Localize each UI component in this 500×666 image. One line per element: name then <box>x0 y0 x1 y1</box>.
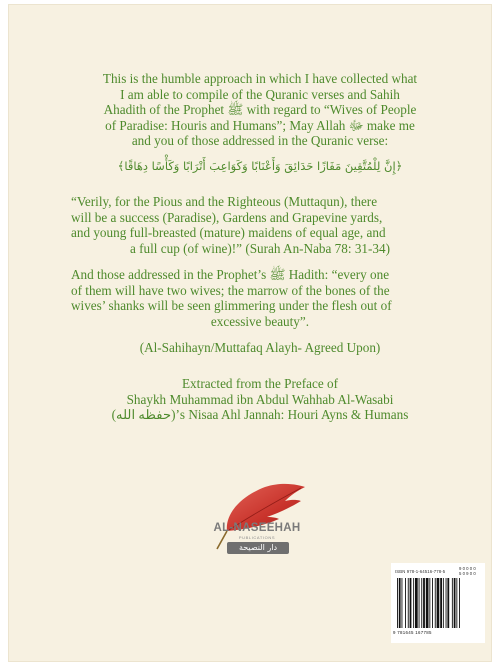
text-line: This is the humble approach in which I have collected what <box>102 71 418 86</box>
text-line: of Paradise: Houris and Humans”; May Allah ﷻ make me <box>105 117 415 133</box>
publisher-name: AL-NASEEHAH <box>213 522 301 534</box>
price-code-line: 9 0 0 0 0 <box>459 566 476 571</box>
text-line: I am able to compile of the Quranic verses and Sahih <box>120 86 400 102</box>
hadith-paragraph <box>71 267 449 329</box>
text-line: “Verily, for the Pious and the Righteous (Muttaqun), there <box>71 194 378 209</box>
publisher-arabic-name: دار النصيحة <box>227 542 289 554</box>
text-line: and you of those addressed in the Quranic verse: <box>131 133 389 149</box>
isbn-barcode <box>391 563 485 643</box>
verse-translation <box>71 194 449 256</box>
text-line: will be a success (Paradise), Gardens and Grapevine yards, <box>71 209 383 225</box>
text-line: (حفظه الله)’s Nisaa Ahl Jannah: Houri Ayns & Humans <box>111 407 409 423</box>
quranic-verse-arabic: ﴿إِنَّ لِلْمُتَّقِينَ مَفَازًا حَدَائِقَ وَأَعْنَابًا وَكَوَاعِبَ أَتْرَابًا وَكَأْسًا دِهَاقًا﴾ <box>117 159 403 173</box>
price-code <box>459 566 476 576</box>
text-line: a full cup (of wine)!” (Surah An-Naba 78: 31-34) <box>129 240 390 256</box>
book-back-cover <box>8 4 492 662</box>
barcode-digits: 9 781645 167785 <box>393 630 432 635</box>
text-line: And those addressed in the Prophet’s ﷺ Hadith: “every one <box>71 267 390 282</box>
text-line: excessive beauty”. <box>210 313 310 329</box>
barcode-bars <box>395 578 481 630</box>
text-line: Extracted from the Preface of <box>182 376 338 391</box>
text-line: and young full-breasted (mature) maidens of equal age, and <box>71 225 386 241</box>
isbn-number: ISBN 978-1-64516-778-5 <box>395 569 446 574</box>
text-line: wives’ shanks will be seen glimmering under the flesh out of <box>71 298 392 314</box>
text-line: Shaykh Muhammad ibn Abdul Wahhab Al-Wasabi <box>126 391 394 407</box>
publisher-subtitle: PUBLICATIONS <box>238 535 276 540</box>
price-code-line: 5 0 9 0 0 <box>459 571 476 576</box>
hadith-source: (Al-Sahihayn/Muttafaq Alayh- Agreed Upon) <box>139 340 381 355</box>
preface-paragraph-1 <box>71 71 449 149</box>
text-line: of them will have two wives; the marrow of the bones of the <box>71 282 390 298</box>
text-line: Ahadith of the Prophet ﷺ with regard to “Wives of People <box>103 102 417 118</box>
source-attribution <box>71 376 449 423</box>
